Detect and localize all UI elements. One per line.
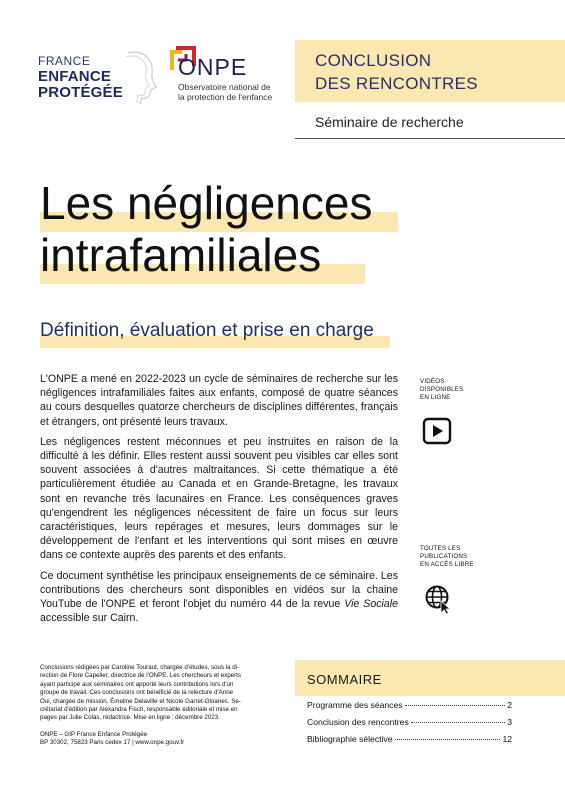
address-line-1: ONPE – GIP France Enfance Protégée (40, 730, 148, 738)
sommaire-item-conclusion[interactable] (307, 717, 512, 734)
sommaire-item-label: Programme des séances (307, 700, 403, 710)
child-profile-icon (116, 49, 158, 105)
videos-label-line2: DISPONIBLES (420, 386, 464, 394)
fep-logo-line3: PROTÉGÉE (38, 84, 123, 101)
body-paragraph-2: Les négligences restent méconnues et peu instruites en raison de la difficulté à les définir. Elles restent aussi souvent peu visibles car elles sont souvent associées à d'autres maltraitances. Si cette thématique a été particulièrement étudiée au Canada et en Grande-Bretagne, les travaux sont en revanche très lacunaires en France. Les conséquences graves qu'engendrent les négligences nécessitent de faire un focus sur leurs caractéristiques, leurs repérages et mesures, leurs dommages sur le développement de l'enfant et les interventions qui sont mises en œuvre dans ce contexte auprès des parents et des enfants. (40, 435, 398, 562)
body-paragraph-3-start: Ce document synthétise les principaux enseignements de ce séminaire. Les contributions des chercheurs sont disponibles en vidéos sur la chaine YouTube de l'ONPE et feront l'objet du numéro 44 de la revue (40, 569, 398, 611)
leader-dots (405, 705, 506, 706)
onpe-logo (168, 40, 298, 110)
onpe-sub-line2: la protection de l'enfance (178, 92, 273, 102)
publications-label-line1: TOUTES LES (420, 545, 461, 552)
onpe-sub-line1: Observatoire national de (178, 82, 271, 92)
credits-line-1: Conclusions rédigées par Caroline Touraut, chargée d'études, sous la di- (40, 664, 240, 671)
body-paragraph-1: L'ONPE a mené en 2022-2023 un cycle de séminaires de recherche sur les négligences intrafamiliales faites aux enfants, composé de quatre séances au cours desquelles quatorze chercheurs de disciplines différentes, français et étrangers, ont présenté leurs travaux. (40, 373, 398, 428)
onpe-name: ONPE (178, 54, 248, 80)
videos-link[interactable] (422, 416, 452, 446)
fep-logo-line1: FRANCE (38, 54, 91, 68)
globe-cursor-icon (424, 584, 454, 614)
sommaire-item-label: Bibliographie sélective (307, 734, 393, 744)
header-title-line2: DES RENCONTRES (315, 74, 478, 93)
seminaire-label: Séminaire de recherche (315, 114, 464, 130)
play-icon (422, 416, 452, 446)
sommaire-item-programme[interactable] (307, 700, 512, 717)
sommaire-title: SOMMAIRE (307, 672, 382, 687)
credits-line-6: crétariat d'édition par Alexandra Fisch, responsable éditoriale et mise en (40, 706, 238, 714)
sommaire-item-page: 12 (502, 734, 512, 744)
body-text (40, 372, 398, 631)
body-paragraph-3-end: accessible sur Cairn. (40, 612, 139, 625)
header-divider (295, 138, 565, 139)
sommaire-item-label: Conclusion des rencontres (307, 717, 409, 727)
sommaire-list (307, 700, 512, 751)
revue-name: Vie Sociale (344, 598, 398, 611)
credits-line-2: rection de Flore Capelier, directrice de l'ONPE. Les chercheurs et experts (40, 672, 241, 680)
page-title-line1: Les négligences (40, 177, 373, 229)
page-subtitle: Définition, évaluation et prise en charge (40, 320, 374, 341)
address-line-2: BP 30302, 75823 Paris cedex 17 | www.onpe.gouv.fr (40, 739, 185, 747)
fep-logo (38, 55, 158, 110)
fep-logo-line2: ENFANCE (38, 68, 112, 85)
sommaire-item-page: 2 (507, 700, 512, 710)
header-title-line1: CONCLUSION (315, 51, 432, 70)
page-title-line2: intrafamiliales (40, 229, 322, 281)
sommaire-item-bibliographie[interactable] (307, 734, 512, 751)
leader-dots (411, 722, 505, 723)
publications-link[interactable] (424, 584, 454, 614)
videos-label-line1: VIDÉOS (420, 378, 445, 385)
publications-label-line3: EN ACCÈS LIBRE (420, 561, 474, 569)
credits-line-7: pages par Julie Colas, rédactrice. Mise en ligne : décembre 2023. (40, 714, 220, 722)
sommaire-item-page: 3 (507, 717, 512, 727)
videos-label (420, 378, 463, 403)
credits-line-5: Oui, chargée de mission, Émeline Delaville et Nicole Garret-Gloanec. Se- (40, 697, 241, 705)
publications-label (420, 545, 474, 570)
credits (40, 664, 280, 748)
leader-dots (395, 739, 501, 740)
credits-line-3: ayant participé aux séminaires ont apporté leurs contributions lors d'un (40, 680, 234, 688)
videos-label-line3: EN LIGNE (420, 394, 451, 402)
credits-line-4: groupe de travail. Ces conclusions ont bénéficié de la relecture d'Anne (40, 689, 234, 697)
body-paragraph-3 (40, 569, 398, 626)
publications-label-line2: PUBLICATIONS (420, 553, 468, 561)
